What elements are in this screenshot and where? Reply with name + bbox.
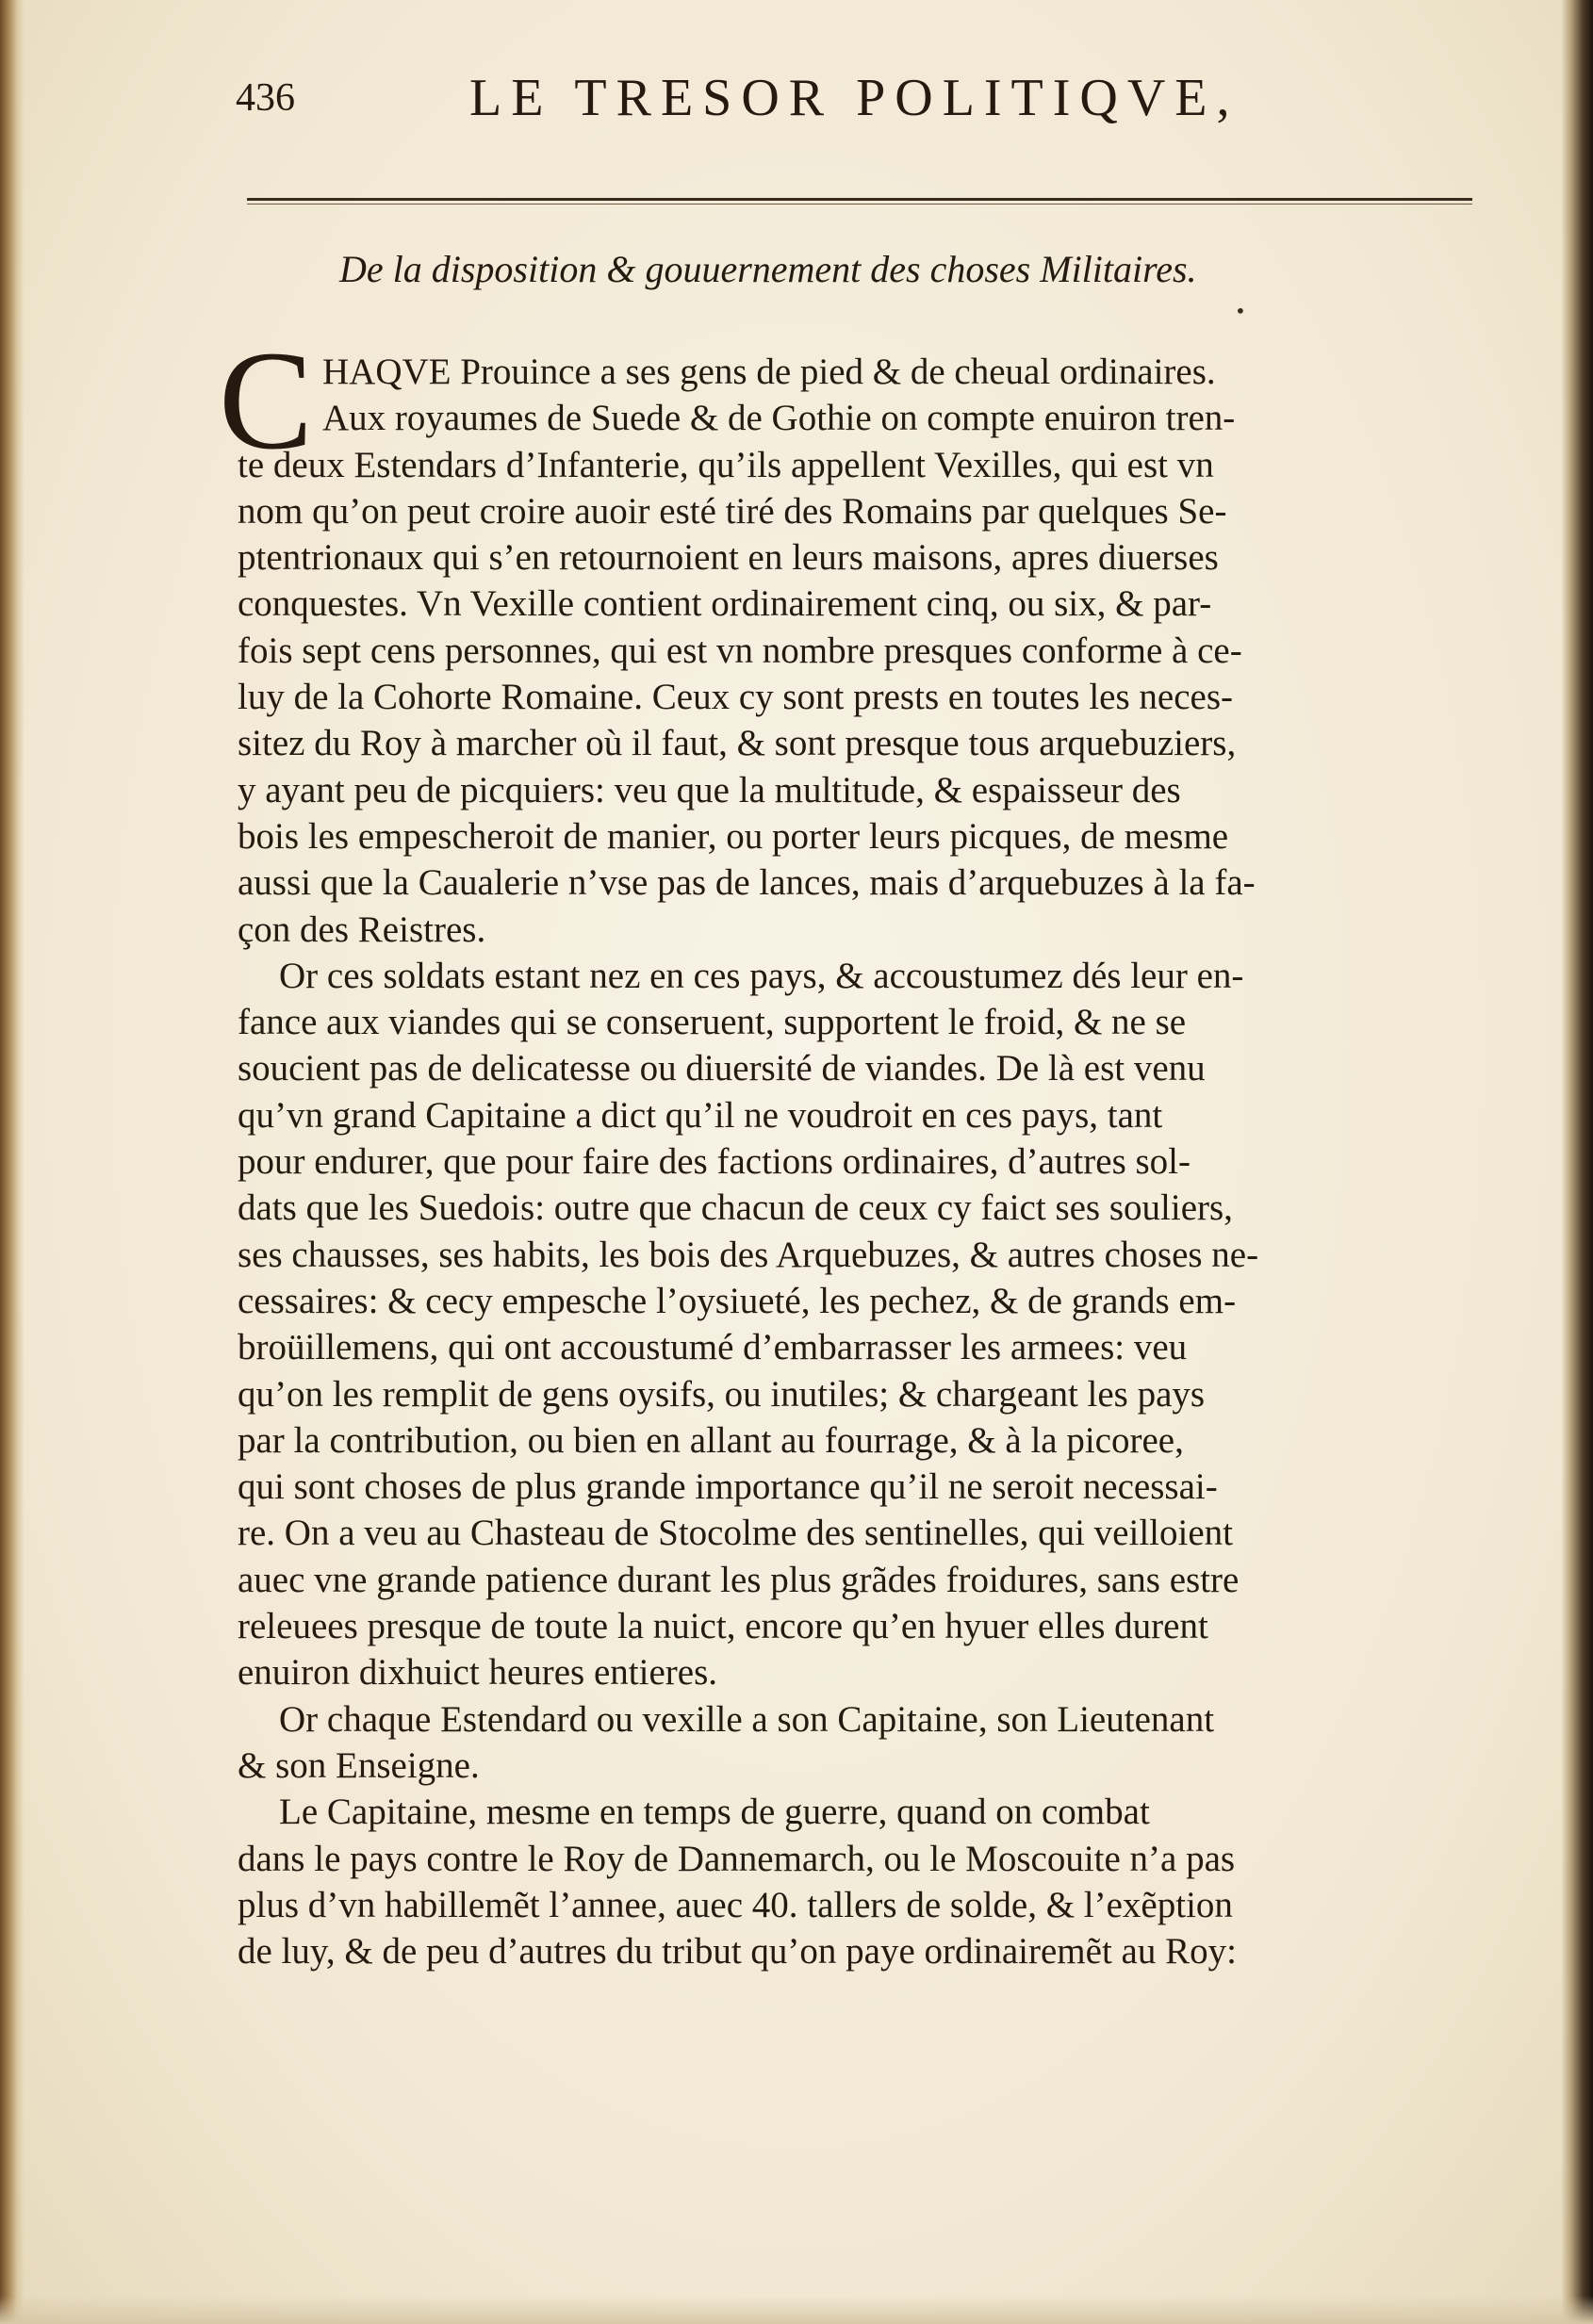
text-line: Or chaque Estendard ou vexille a son Capitaine, son Lieutenant xyxy=(279,1698,1215,1740)
text-line: auec vne grande patience durant les plus grãdes froidures, sans estre xyxy=(238,1559,1240,1600)
text-line: fance aux viandes qui se conseruent, supportent le froid, & ne se xyxy=(238,1002,1187,1043)
text-line: çon des Reistres. xyxy=(238,908,486,950)
text-line: dans le pays contre le Roy de Dannemarch, ou le Moscouite n’a pas xyxy=(238,1838,1236,1879)
text-line: plus d’vn habillemẽt l’annee, auec 40. tallers de solde, & l’exẽption xyxy=(238,1884,1233,1925)
text-line: conquestes. Vn Vexille contient ordinairement cinq, ou six, & par- xyxy=(238,583,1212,625)
text-line: pour endurer, que pour faire des factions ordinaires, d’autres sol- xyxy=(238,1141,1191,1183)
text-line: soucient pas de delicatesse ou diuersité de viandes. De là est venu xyxy=(238,1048,1206,1089)
text-line: sitez du Roy à marcher où il faut, & sont presque tous arquebuziers, xyxy=(238,723,1237,764)
text-line: re. On a veu au Chasteau de Stocolme des sentinelles, qui veilloient xyxy=(238,1513,1233,1554)
text-line: HAQVE Prouince a ses gens de pied & de cheual ordinaires. xyxy=(322,352,1216,392)
text-line: ptentrionaux qui s’en retournoient en leurs maisons, apres diuerses xyxy=(238,537,1219,579)
text-line: releuees presque de toute la nuict, encore qu’en hyuer elles durent xyxy=(238,1606,1208,1647)
header-rule-thin xyxy=(247,204,1472,205)
text-line: Or ces soldats estant nez en ces pays, & accoustumez dés leur en- xyxy=(279,955,1244,996)
text-line: qui sont choses de plus grande importance qu’il ne seroit necessai- xyxy=(238,1466,1218,1508)
text-line: de luy, & de peu d’autres du tribut qu’on paye ordinairemẽt au Roy: xyxy=(238,1931,1237,1972)
text-line: te deux Estendars d’Infanterie, qu’ils appellent Vexilles, qui est vn xyxy=(238,444,1214,485)
text-line: Aux royaumes de Suede & de Gothie on compte enuiron tren- xyxy=(322,398,1236,439)
header-rule xyxy=(247,198,1472,201)
text-line: dats que les Suedois: outre que chacun de ceux cy faict ses souliers, xyxy=(238,1187,1233,1229)
text-line: par la contribution, ou bien en allant au fourrage, & à la picoree, xyxy=(238,1419,1184,1461)
text-line: ses chausses, ses habits, les bois des Arquebuzes, & autres choses ne- xyxy=(238,1234,1259,1275)
text-line: fois sept cens personnes, qui est vn nombre presques conforme à ce- xyxy=(238,630,1242,671)
text-line: Le Capitaine, mesme en temps de guerre, quand on combat xyxy=(279,1792,1150,1833)
text-line: nom qu’on peut croire auoir esté tiré des Romains par quelques Se- xyxy=(238,490,1227,532)
page-bottom-shadow xyxy=(0,2296,1593,2324)
ornament-dot-icon: • xyxy=(1235,300,1246,322)
page-left-shadow xyxy=(0,0,25,2324)
text-line: cessaires: & cecy empesche l’oysiueté, les pechez, & de grands em- xyxy=(238,1280,1237,1321)
section-title: De la disposition & gouuernement des choses Militaires. xyxy=(339,248,1197,290)
body-text xyxy=(217,349,1499,1974)
text-line: y ayant peu de picquiers: veu que la multitude, & espaisseur des xyxy=(238,769,1181,810)
text-line: enuiron dixhuict heures entieres. xyxy=(238,1652,717,1694)
text-line: & son Enseigne. xyxy=(238,1744,480,1786)
text-line: aussi que la Caualerie n’vse pas de lances, mais d’arquebuzes à la fa- xyxy=(238,862,1256,904)
text-line: luy de la Cohorte Romaine. Ceux cy sont prests en toutes les neces- xyxy=(238,677,1234,718)
text-line: qu’on les remplit de gens oysifs, ou inutiles; & chargeant les pays xyxy=(238,1373,1206,1415)
page-right-binding-shadow xyxy=(1561,0,1593,2324)
page-number: 436 xyxy=(236,76,295,120)
drop-cap: C xyxy=(219,322,314,479)
text-line: broüillemens, qui ont accoustumé d’embarrasser les armees: veu xyxy=(238,1327,1188,1368)
running-title: LE TRESOR POLITIQVE, xyxy=(469,69,1240,127)
text-line: bois les empescheroit de manier, ou porter leurs picques, de mesme xyxy=(238,815,1229,857)
text-line: qu’vn grand Capitaine a dict qu’il ne voudroit en ces pays, tant xyxy=(238,1094,1163,1136)
